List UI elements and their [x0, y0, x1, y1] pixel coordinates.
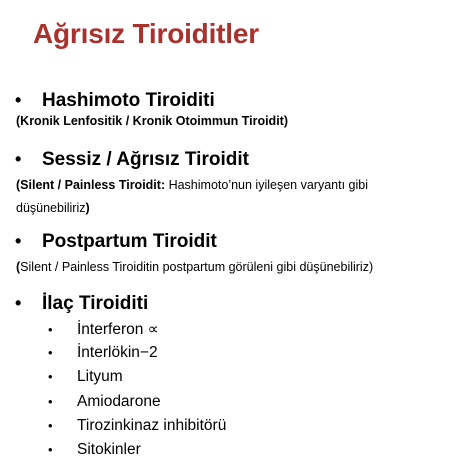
drug-item: [48, 393, 226, 417]
drug-item: [48, 344, 226, 368]
drug-item: [48, 368, 226, 392]
description-open: (: [16, 260, 21, 274]
description-bold: (Kronik Lenfositik / Kronik Otoimmun Tiroidit): [16, 114, 288, 128]
bullet-icon: •: [15, 293, 22, 313]
list-item-hashimoto: [15, 90, 215, 112]
drug-label: Amiodarone: [77, 392, 161, 410]
description-bold: (Silent / Painless Tiroidit:: [16, 178, 166, 192]
bullet-icon: •: [48, 393, 53, 409]
drug-label: Lityum: [77, 368, 123, 386]
item-description: [16, 174, 368, 220]
description-text-line2: düşünebiliriz: [16, 201, 86, 215]
bullet-icon: •: [15, 231, 22, 251]
description-close: ): [85, 201, 90, 215]
drug-label: Tirozinkinaz inhibitörü: [77, 416, 227, 434]
bullet-icon: •: [48, 417, 53, 433]
item-label: Hashimoto Tiroiditi: [42, 90, 215, 111]
bullet-icon: •: [48, 369, 53, 385]
item-label: Postpartum Tiroidit: [42, 231, 217, 252]
item-label: İlaç Tiroiditi: [42, 293, 149, 314]
item-label: Sessiz / Ağrısız Tiroidit: [42, 149, 249, 170]
item-description: [16, 110, 288, 133]
list-item-drug: [15, 293, 148, 315]
item-description: [16, 256, 373, 279]
drug-item: [48, 441, 226, 465]
drug-item: [48, 417, 226, 441]
description-text: Hashimoto’nun iyileşen varyantı gibi: [165, 178, 368, 192]
drug-item: [48, 320, 226, 344]
drug-label: İnterlökin−2: [77, 344, 158, 362]
bullet-icon: •: [48, 441, 53, 457]
list-item-silent: [15, 149, 249, 171]
drug-list: [48, 320, 226, 465]
bullet-icon: •: [15, 149, 22, 169]
drug-label: Sitokinler: [77, 440, 141, 458]
list-item-postpartum: [15, 231, 217, 253]
slide-title: Ağrısız Tiroiditler: [33, 18, 259, 49]
bullet-icon: •: [48, 345, 53, 361]
description-text: Silent / Painless Tiroiditin postpartum görüleni gibi düşünebiliriz): [20, 260, 374, 274]
bullet-icon: •: [15, 90, 22, 110]
drug-label: İnterferon ∝: [77, 321, 159, 338]
bullet-icon: •: [48, 322, 53, 337]
